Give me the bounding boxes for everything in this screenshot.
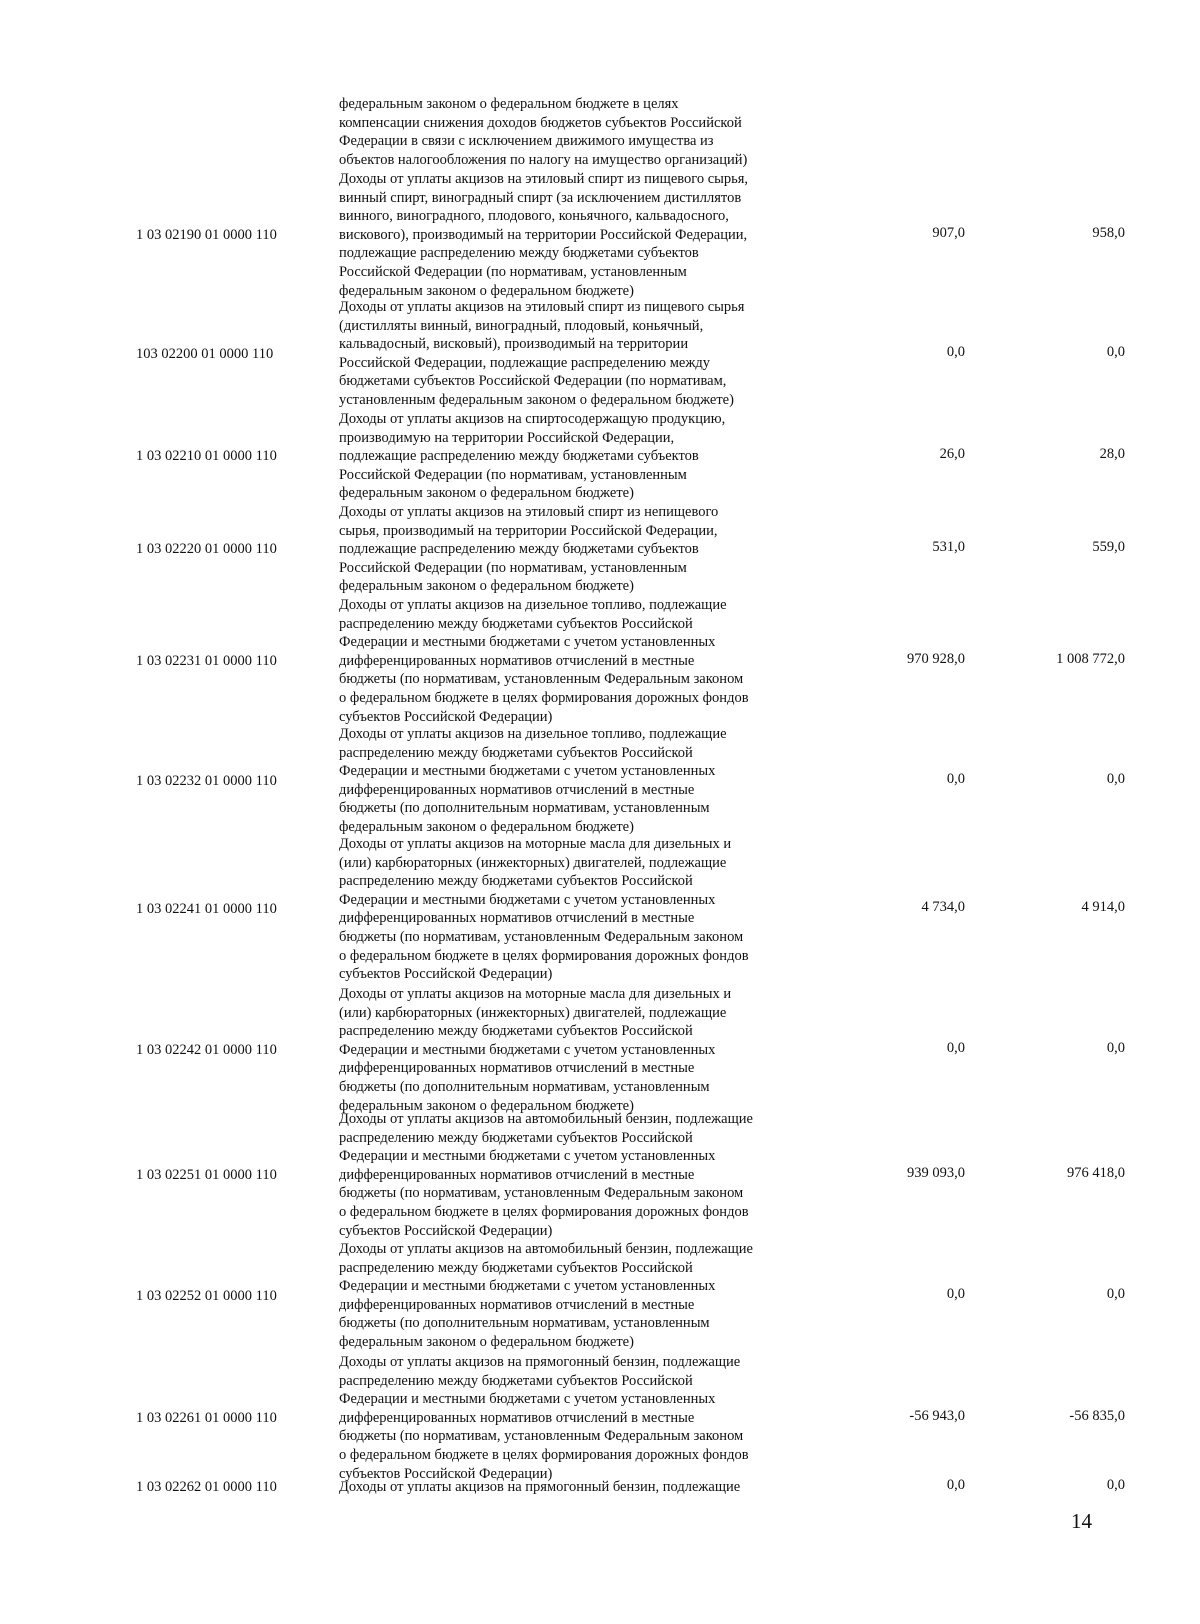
amount-year-1: 907,0 [932, 224, 965, 241]
description-line: Доходы от уплаты акцизов на дизельное топливо, подлежащие [339, 597, 727, 613]
description-line: Федерации в связи с исключением движимого имущества из [339, 133, 714, 150]
description-line: дифференцированных нормативов отчислений в местные [339, 1166, 695, 1183]
description-line: Федерации и местными бюджетами с учетом установленных [339, 1391, 716, 1408]
budget-code: 1 03 02251 01 0000 110 [136, 1166, 277, 1183]
description-line: распределению между бюджетами субъектов Российской [339, 1259, 693, 1276]
amount-year-1: 0,0 [946, 770, 965, 787]
amount-year-2: 28,0 [1099, 446, 1125, 463]
budget-code: 1 03 02190 01 0000 110 [136, 226, 277, 243]
description-line: Доходы от уплаты акцизов на автомобильный бензин, подлежащие [339, 1241, 753, 1257]
income-description [339, 503, 809, 596]
description-line: сырья, производимый на территории Российской Федерации, [339, 522, 718, 539]
description-line: бюджеты (по нормативам, установленным Федеральным законом [339, 928, 744, 945]
description-line: Российской Федерации (по нормативам, установленным [339, 466, 687, 483]
description-line: вискового), производимый на территории Российской Федерации, [339, 226, 748, 243]
description-line: субъектов Российской Федерации) [339, 708, 553, 725]
income-description [339, 1478, 809, 1497]
description-line: Федерации и местными бюджетами с учетом установленных [339, 891, 716, 908]
budget-code: 1 03 02220 01 0000 110 [136, 541, 277, 558]
description-line: субъектов Российской Федерации) [339, 966, 553, 983]
amount-year-2: 559,0 [1092, 539, 1125, 556]
description-line: (или) карбюраторных (инжекторных) двигателей, подлежащие [339, 854, 727, 871]
description-line: распределению между бюджетами субъектов Российской [339, 615, 693, 632]
description-line: кальвадосный, висковый), производимый на территории [339, 336, 689, 353]
budget-code: 1 03 02242 01 0000 110 [136, 1041, 277, 1058]
budget-code: 1 03 02231 01 0000 110 [136, 652, 277, 669]
description-line: Российской Федерации (по нормативам, установленным [339, 559, 687, 576]
budget-code: 1 03 02262 01 0000 110 [136, 1479, 277, 1495]
description-line: распределению между бюджетами субъектов Российской [339, 1023, 693, 1040]
description-line: федеральным законом о федеральном бюджете) [339, 1333, 634, 1350]
description-line: (или) карбюраторных (инжекторных) двигателей, подлежащие [339, 1004, 727, 1021]
amount-year-1: 0,0 [946, 1477, 965, 1493]
description-line: дифференцированных нормативов отчислений в местные [339, 910, 695, 927]
amount-year-1: 531,0 [932, 539, 965, 556]
description-line: субъектов Российской Федерации) [339, 1222, 553, 1239]
description-line: дифференцированных нормативов отчислений в местные [339, 1060, 695, 1077]
description-line: Федерации и местными бюджетами с учетом установленных [339, 763, 716, 780]
income-description [339, 985, 809, 1115]
amount-year-1: 4 734,0 [921, 899, 965, 916]
description-line: бюджеты (по дополнительным нормативам, установленным [339, 800, 710, 817]
description-line: производимую на территории Российской Федерации, [339, 429, 675, 446]
description-line: о федеральном бюджете в целях формирования дорожных фондов [339, 1203, 749, 1220]
description-line: федеральным законом о федеральном бюджете) [339, 818, 634, 835]
budget-code: 1 03 02210 01 0000 110 [136, 448, 277, 465]
description-line: установленным федеральным законом о федеральном бюджете) [339, 391, 734, 408]
budget-code: 1 03 02232 01 0000 110 [136, 772, 277, 789]
description-line: о федеральном бюджете в целях формирования дорожных фондов [339, 947, 749, 964]
description-line: Федерации и местными бюджетами с учетом установленных [339, 1041, 716, 1058]
description-line: бюджеты (по дополнительным нормативам, установленным [339, 1078, 710, 1095]
description-line: Доходы от уплаты акцизов на этиловый спирт из пищевого сырья [339, 299, 745, 315]
description-line: Доходы от уплаты акцизов на прямогонный бензин, подлежащие [339, 1354, 741, 1370]
description-line: федеральным законом о федеральном бюджете) [339, 485, 634, 502]
description-line: дифференцированных нормативов отчислений в местные [339, 1296, 695, 1313]
description-line: федеральным законом о федеральном бюджете) [339, 282, 634, 299]
amount-year-2: 0,0 [1106, 343, 1125, 360]
description-line: объектов налогообложения по налогу на имущество организаций) [339, 151, 748, 168]
description-line: дифференцированных нормативов отчислений в местные [339, 652, 695, 669]
income-description [339, 835, 809, 984]
amount-year-2: 1 008 772,0 [1056, 650, 1125, 667]
description-line: бюджетами субъектов Российской Федерации (по нормативам, [339, 373, 727, 390]
description-line: распределению между бюджетами субъектов Российской [339, 873, 693, 890]
amount-year-2: 0,0 [1106, 1039, 1125, 1056]
description-line: дифференцированных нормативов отчислений в местные [339, 1409, 695, 1426]
description-line: о федеральном бюджете в целях формирования дорожных фондов [339, 689, 749, 706]
description-line: Федерации и местными бюджетами с учетом установленных [339, 1148, 716, 1165]
description-line: Доходы от уплаты акцизов на этиловый спирт из непищевого [339, 504, 719, 520]
description-line: Федерации и местными бюджетами с учетом установленных [339, 634, 716, 651]
amount-year-2: 0,0 [1106, 1477, 1125, 1493]
continued-description [339, 95, 809, 169]
description-line: распределению между бюджетами субъектов Российской [339, 1129, 693, 1146]
budget-code: 1 03 02261 01 0000 110 [136, 1409, 277, 1426]
description-line: винного, виноградного, плодового, коньячного, кальвадосного, [339, 208, 729, 225]
page-number: 14 [1071, 1509, 1092, 1533]
income-description [339, 298, 809, 410]
description-line: бюджеты (по нормативам, установленным Федеральным законом [339, 671, 744, 688]
description-line: о федеральном бюджете в целях формирования дорожных фондов [339, 1446, 749, 1463]
amount-year-1: -56 943,0 [909, 1407, 965, 1424]
description-line: бюджеты (по нормативам, установленным Федеральным законом [339, 1428, 744, 1445]
description-line: подлежащие распределению между бюджетами субъектов [339, 448, 699, 465]
description-line: Российской Федерации (по нормативам, установленным [339, 263, 687, 280]
amount-year-1: 26,0 [939, 446, 965, 463]
description-line: распределению между бюджетами субъектов Российской [339, 744, 693, 761]
description-line: Доходы от уплаты акцизов на моторные масла для дизельных и [339, 836, 732, 852]
description-line: компенсации снижения доходов бюджетов субъектов Российской [339, 114, 742, 131]
description-line: бюджеты (по нормативам, установленным Федеральным законом [339, 1185, 744, 1202]
amount-year-1: 0,0 [946, 343, 965, 360]
description-line: федеральным законом о федеральном бюджете) [339, 1097, 634, 1114]
description-line: Доходы от уплаты акцизов на моторные масла для дизельных и [339, 986, 732, 1002]
income-description [339, 596, 809, 726]
description-line: федеральным законом о федеральном бюджете в целях [339, 96, 679, 112]
description-line: Доходы от уплаты акцизов на прямогонный бензин, подлежащие [339, 1479, 741, 1495]
description-line: бюджеты (по дополнительным нормативам, установленным [339, 1315, 710, 1332]
income-description [339, 170, 809, 300]
description-line: Российской Федерации, подлежащие распределению между [339, 354, 710, 371]
amount-year-2: 976 418,0 [1067, 1164, 1125, 1181]
description-line: подлежащие распределению между бюджетами субъектов [339, 245, 699, 262]
description-line: Доходы от уплаты акцизов на спиртосодержащую продукцию, [339, 411, 726, 427]
description-line: Доходы от уплаты акцизов на дизельное топливо, подлежащие [339, 726, 727, 742]
amount-year-1: 939 093,0 [907, 1164, 965, 1181]
amount-year-2: -56 835,0 [1069, 1407, 1125, 1424]
description-line: винный спирт, виноградный спирт (за исключением дистиллятов [339, 189, 742, 206]
description-line: подлежащие распределению между бюджетами субъектов [339, 541, 699, 558]
description-line: распределению между бюджетами субъектов Российской [339, 1372, 693, 1389]
amount-year-2: 0,0 [1106, 770, 1125, 787]
amount-year-2: 0,0 [1106, 1285, 1125, 1302]
amount-year-1: 0,0 [946, 1285, 965, 1302]
description-line: Доходы от уплаты акцизов на этиловый спирт из пищевого сырья, [339, 171, 749, 187]
description-line: федеральным законом о федеральном бюджете) [339, 578, 634, 595]
income-description [339, 410, 809, 503]
income-description [339, 1110, 809, 1240]
budget-code: 1 03 02241 01 0000 110 [136, 901, 277, 918]
description-line: дифференцированных нормативов отчислений в местные [339, 781, 695, 798]
budget-code: 103 02200 01 0000 110 [136, 345, 274, 362]
amount-year-1: 970 928,0 [907, 650, 965, 667]
income-description [339, 725, 809, 837]
amount-year-2: 958,0 [1092, 224, 1125, 241]
income-description [339, 1353, 809, 1483]
description-line: (дистилляты винный, виноградный, плодовый, коньячный, [339, 317, 704, 334]
amount-year-1: 0,0 [946, 1039, 965, 1056]
income-description [339, 1240, 809, 1352]
amount-year-2: 4 914,0 [1081, 899, 1125, 916]
description-line: Федерации и местными бюджетами с учетом установленных [339, 1278, 716, 1295]
description-line: субъектов Российской Федерации) [339, 1465, 553, 1482]
budget-code: 1 03 02252 01 0000 110 [136, 1287, 277, 1304]
description-line: Доходы от уплаты акцизов на автомобильный бензин, подлежащие [339, 1111, 753, 1127]
